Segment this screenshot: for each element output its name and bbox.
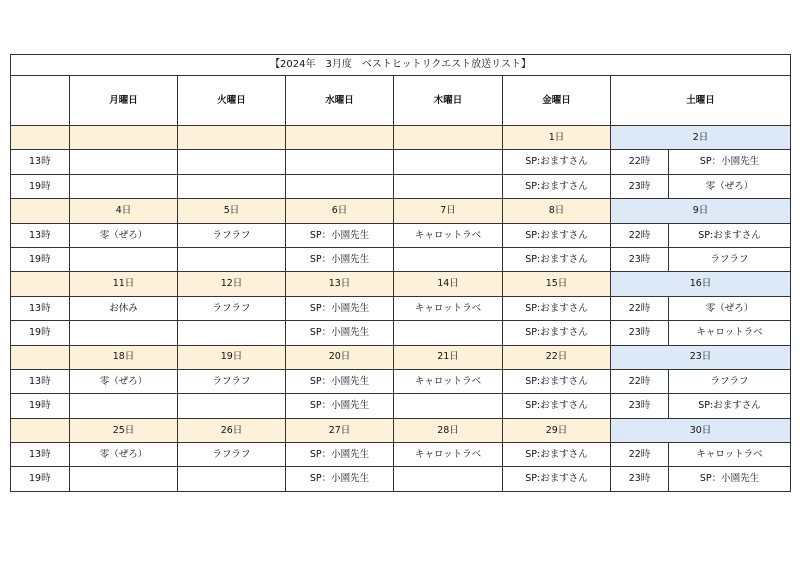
program-cell: SP:おますさん [503, 321, 611, 345]
date-row [11, 126, 791, 150]
program-cell [394, 174, 503, 198]
header-wednesday: 水曜日 [286, 76, 394, 126]
program-cell [394, 321, 503, 345]
date-row [11, 345, 791, 369]
saturday-program-cell: キャロットラベ [669, 443, 791, 467]
date-cell: 12日 [178, 272, 286, 296]
time-label: 13時 [11, 369, 70, 393]
time-slot-row [11, 247, 791, 271]
date-cell: 6日 [286, 199, 394, 223]
saturday-program-cell: SP：小園先生 [669, 150, 791, 174]
date-cell: 19日 [178, 345, 286, 369]
date-blank-cell [11, 126, 70, 150]
program-cell: SP：小園先生 [286, 321, 394, 345]
program-cell: SP:おますさん [503, 369, 611, 393]
saturday-program-cell: ラフラフ [669, 247, 791, 271]
time-slot-row [11, 443, 791, 467]
date-cell: 11日 [70, 272, 178, 296]
program-cell: ラフラフ [178, 369, 286, 393]
program-cell: お休み [70, 296, 178, 320]
saturday-time-label: 23時 [611, 247, 669, 271]
date-cell: 14日 [394, 272, 503, 296]
program-cell [70, 247, 178, 271]
date-cell: 25日 [70, 418, 178, 442]
saturday-program-cell: 零（ぜろ） [669, 296, 791, 320]
program-cell: ラフラフ [178, 223, 286, 247]
program-cell [178, 394, 286, 418]
date-blank-cell [11, 199, 70, 223]
program-cell: キャロットラベ [394, 223, 503, 247]
weekday-header-row [11, 76, 791, 126]
saturday-program-cell: 零（ぜろ） [669, 174, 791, 198]
time-label: 13時 [11, 150, 70, 174]
program-cell: ラフラフ [178, 296, 286, 320]
program-cell: SP：小園先生 [286, 369, 394, 393]
program-cell [178, 150, 286, 174]
program-cell: SP:おますさん [503, 223, 611, 247]
program-cell: キャロットラベ [394, 443, 503, 467]
program-cell [70, 174, 178, 198]
saturday-program-cell: SP:おますさん [669, 223, 791, 247]
program-cell [286, 174, 394, 198]
program-cell: SP:おますさん [503, 443, 611, 467]
date-blank-cell [11, 418, 70, 442]
program-cell [70, 394, 178, 418]
program-cell: SP：小園先生 [286, 467, 394, 491]
saturday-time-label: 23時 [611, 321, 669, 345]
program-cell: SP：小園先生 [286, 394, 394, 418]
program-cell: SP:おますさん [503, 150, 611, 174]
corner-cell [11, 76, 70, 126]
saturday-date-cell: 16日 [611, 272, 791, 296]
time-slot-row [11, 150, 791, 174]
date-row [11, 199, 791, 223]
header-tuesday: 火曜日 [178, 76, 286, 126]
program-cell: SP:おますさん [503, 394, 611, 418]
program-cell: SP:おますさん [503, 174, 611, 198]
saturday-time-label: 22時 [611, 223, 669, 247]
date-cell: 15日 [503, 272, 611, 296]
date-cell: 5日 [178, 199, 286, 223]
time-slot-row [11, 394, 791, 418]
time-label: 13時 [11, 296, 70, 320]
date-cell: 4日 [70, 199, 178, 223]
saturday-time-label: 22時 [611, 296, 669, 320]
time-slot-row [11, 223, 791, 247]
saturday-date-cell: 9日 [611, 199, 791, 223]
program-cell: SP:おますさん [503, 467, 611, 491]
saturday-program-cell: SP：小園先生 [669, 467, 791, 491]
time-label: 19時 [11, 467, 70, 491]
header-monday: 月曜日 [70, 76, 178, 126]
date-cell: 27日 [286, 418, 394, 442]
date-cell [70, 126, 178, 150]
saturday-program-cell: SP:おますさん [669, 394, 791, 418]
date-cell: 1日 [503, 126, 611, 150]
program-cell: SP：小園先生 [286, 247, 394, 271]
program-cell: SP:おますさん [503, 247, 611, 271]
broadcast-schedule-table [10, 54, 791, 492]
program-cell [178, 321, 286, 345]
time-slot-row [11, 174, 791, 198]
program-cell: 零（ぜろ） [70, 369, 178, 393]
date-cell [394, 126, 503, 150]
program-cell: 零（ぜろ） [70, 443, 178, 467]
time-label: 13時 [11, 443, 70, 467]
date-cell: 8日 [503, 199, 611, 223]
program-cell [178, 467, 286, 491]
time-slot-row [11, 296, 791, 320]
time-label: 19時 [11, 174, 70, 198]
program-cell [394, 150, 503, 174]
saturday-time-label: 23時 [611, 467, 669, 491]
date-cell: 26日 [178, 418, 286, 442]
date-cell: 18日 [70, 345, 178, 369]
time-slot-row [11, 321, 791, 345]
program-cell [70, 321, 178, 345]
saturday-program-cell: ラフラフ [669, 369, 791, 393]
saturday-program-cell: キャロットラベ [669, 321, 791, 345]
program-cell: ラフラフ [178, 443, 286, 467]
time-label: 19時 [11, 321, 70, 345]
program-cell [178, 247, 286, 271]
header-saturday: 土曜日 [611, 76, 791, 126]
program-cell: SP：小園先生 [286, 223, 394, 247]
date-cell: 22日 [503, 345, 611, 369]
program-cell [70, 150, 178, 174]
saturday-date-cell: 30日 [611, 418, 791, 442]
page-title: 【2024年 3月度 ベストヒットリクエスト放送リスト】 [11, 55, 791, 76]
program-cell [286, 150, 394, 174]
saturday-time-label: 22時 [611, 150, 669, 174]
saturday-time-label: 22時 [611, 443, 669, 467]
date-cell: 7日 [394, 199, 503, 223]
date-cell: 13日 [286, 272, 394, 296]
program-cell: キャロットラベ [394, 369, 503, 393]
program-cell: SP:おますさん [503, 296, 611, 320]
saturday-time-label: 23時 [611, 174, 669, 198]
date-cell: 20日 [286, 345, 394, 369]
date-row [11, 418, 791, 442]
program-cell: キャロットラベ [394, 296, 503, 320]
date-cell [178, 126, 286, 150]
date-cell [286, 126, 394, 150]
program-cell: SP：小園先生 [286, 443, 394, 467]
date-blank-cell [11, 272, 70, 296]
time-label: 13時 [11, 223, 70, 247]
saturday-time-label: 22時 [611, 369, 669, 393]
time-label: 19時 [11, 247, 70, 271]
saturday-date-cell: 2日 [611, 126, 791, 150]
date-cell: 21日 [394, 345, 503, 369]
header-friday: 金曜日 [503, 76, 611, 126]
time-label: 19時 [11, 394, 70, 418]
date-cell: 28日 [394, 418, 503, 442]
program-cell [394, 247, 503, 271]
program-cell [70, 467, 178, 491]
time-slot-row [11, 467, 791, 491]
program-cell: 零（ぜろ） [70, 223, 178, 247]
program-cell [394, 394, 503, 418]
header-thursday: 木曜日 [394, 76, 503, 126]
saturday-time-label: 23時 [611, 394, 669, 418]
date-cell: 29日 [503, 418, 611, 442]
program-cell [178, 174, 286, 198]
program-cell [394, 467, 503, 491]
program-cell: SP：小園先生 [286, 296, 394, 320]
date-row [11, 272, 791, 296]
saturday-date-cell: 23日 [611, 345, 791, 369]
time-slot-row [11, 369, 791, 393]
date-blank-cell [11, 345, 70, 369]
